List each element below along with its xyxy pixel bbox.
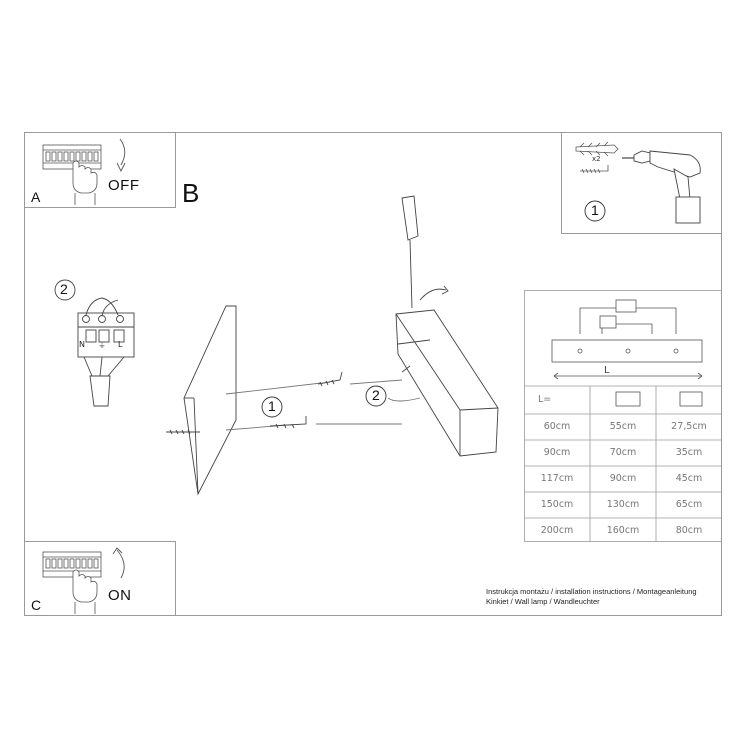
row-2-offset: 35cm — [675, 447, 703, 458]
panel-c-letter: C — [31, 597, 42, 613]
wiring-step-number: 2 — [60, 281, 68, 297]
terminal-earth: ⏚ — [98, 341, 106, 350]
panel-a-letter: A — [31, 189, 41, 205]
row-3-length: 117cm — [540, 473, 574, 484]
table-header-l: L= — [538, 394, 552, 405]
wall-plug-qty: x2 — [592, 155, 601, 163]
row-1-length: 60cm — [543, 421, 571, 432]
row-5-offset: 80cm — [675, 525, 703, 536]
on-label: ON — [108, 587, 132, 604]
terminal-n: N — [79, 340, 85, 349]
off-label: OFF — [108, 177, 140, 194]
footer-product: Kinkiet / Wall lamp / Wandleuchter — [486, 597, 600, 606]
row-2-spacing: 70cm — [609, 447, 637, 458]
terminal-l: L — [118, 340, 123, 349]
row-2-length: 90cm — [543, 447, 571, 458]
row-4-spacing: 130cm — [606, 499, 640, 510]
assembly-step-2: 2 — [372, 387, 380, 403]
panel-b-letter: B — [182, 178, 200, 208]
row-3-offset: 45cm — [675, 473, 703, 484]
row-1-spacing: 55cm — [609, 421, 637, 432]
row-4-length: 150cm — [540, 499, 574, 510]
assembly-step-1: 1 — [268, 398, 276, 414]
row-3-spacing: 90cm — [609, 473, 637, 484]
length-label: L — [604, 365, 610, 376]
row-5-length: 200cm — [540, 525, 574, 536]
footer-instructions: Instrukcja montażu / installation instructions / Montageanleitung — [486, 587, 697, 596]
row-5-spacing: 160cm — [606, 525, 640, 536]
row-4-offset: 65cm — [675, 499, 703, 510]
row-1-offset: 27,5cm — [671, 421, 707, 432]
dimension-table — [524, 290, 722, 542]
tools-step-number: 1 — [591, 202, 599, 218]
